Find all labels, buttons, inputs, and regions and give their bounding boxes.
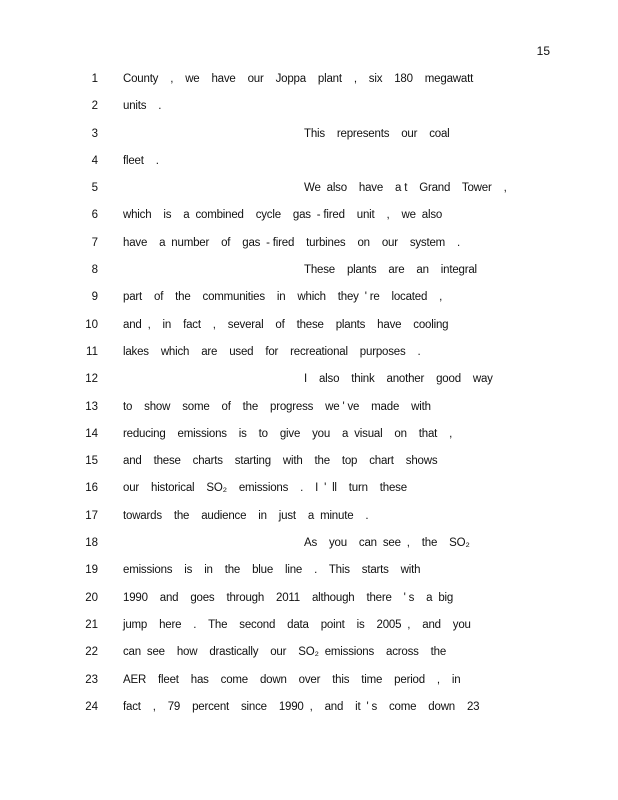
line-number: 22 bbox=[85, 646, 98, 659]
line-number: 18 bbox=[85, 537, 98, 550]
line-number: 9 bbox=[91, 291, 98, 304]
line-text: I also think another good way bbox=[304, 373, 493, 386]
transcript-line bbox=[0, 479, 618, 506]
line-text: and , in fact , several of these plants have cooling bbox=[123, 318, 449, 331]
line-number: 1 bbox=[91, 73, 98, 85]
transcript-line bbox=[0, 398, 618, 425]
transcript-line bbox=[0, 616, 618, 643]
transcript-line bbox=[0, 70, 618, 97]
line-text: fact , 79 percent since 1990 , and it ' s come down 23 bbox=[123, 700, 480, 713]
line-number: 15 bbox=[85, 455, 98, 468]
transcript-line bbox=[0, 698, 618, 725]
line-text: County , we have our Joppa plant , six 180 megawatt bbox=[123, 73, 474, 85]
line-number: 17 bbox=[85, 509, 98, 522]
line-number: 19 bbox=[85, 564, 98, 577]
line-number: 14 bbox=[85, 427, 98, 440]
transcript-line bbox=[0, 152, 618, 179]
line-number: 20 bbox=[85, 591, 98, 604]
transcript-line bbox=[0, 288, 618, 315]
line-text: This represents our coal bbox=[304, 127, 450, 140]
line-text: towards the audience in just a minute . bbox=[123, 509, 369, 522]
line-number: 16 bbox=[85, 482, 98, 495]
line-number: 2 bbox=[91, 100, 98, 113]
page-number: 15 bbox=[536, 44, 550, 58]
line-text: can see how drastically our SO₂ emissions across the bbox=[123, 646, 447, 659]
transcript-line bbox=[0, 643, 618, 670]
transcript-body bbox=[0, 70, 618, 725]
line-number: 13 bbox=[85, 400, 98, 413]
transcript-line bbox=[0, 671, 618, 698]
transcript-line bbox=[0, 261, 618, 288]
transcript-line bbox=[0, 125, 618, 152]
transcript-line bbox=[0, 507, 618, 534]
line-text: which is a combined cycle gas - fired unit , we also bbox=[123, 209, 443, 222]
line-text: lakes which are used for recreational purposes . bbox=[123, 345, 421, 358]
transcript-line bbox=[0, 425, 618, 452]
transcript-line bbox=[0, 452, 618, 479]
line-number: 23 bbox=[85, 673, 98, 686]
line-text: These plants are an integral bbox=[304, 264, 477, 277]
line-text: As you can see , the SO₂ bbox=[304, 537, 470, 550]
line-text: units . bbox=[123, 100, 162, 113]
transcript-line bbox=[0, 534, 618, 561]
line-text: 1990 and goes through 2011 although there ' s a big bbox=[123, 591, 454, 604]
line-text: to show some of the progress we ' ve made with bbox=[123, 400, 431, 413]
line-text: part of the communities in which they ' re located , bbox=[123, 291, 443, 304]
line-number: 4 bbox=[91, 154, 98, 167]
line-number: 6 bbox=[91, 209, 98, 222]
transcript-line bbox=[0, 97, 618, 124]
transcript-line bbox=[0, 179, 618, 206]
line-number: 8 bbox=[91, 264, 98, 277]
line-number: 3 bbox=[91, 127, 98, 140]
line-text: our historical SO₂ emissions . I ' ll turn these bbox=[123, 482, 407, 495]
line-text: AER fleet has come down over this time period , in bbox=[123, 673, 461, 686]
transcript-line bbox=[0, 206, 618, 233]
line-text: emissions is in the blue line . This starts with bbox=[123, 564, 421, 577]
line-text: and these charts starting with the top chart shows bbox=[123, 455, 438, 468]
line-number: 11 bbox=[86, 345, 98, 358]
transcript-line bbox=[0, 343, 618, 370]
line-text: have a number of gas - fired turbines on our system . bbox=[123, 236, 461, 249]
line-text: jump here . The second data point is 2005 , and you bbox=[123, 618, 471, 631]
line-number: 5 bbox=[91, 182, 98, 195]
transcript-line bbox=[0, 370, 618, 397]
line-number: 10 bbox=[85, 318, 98, 331]
transcript-line bbox=[0, 589, 618, 616]
line-text: fleet . bbox=[123, 154, 159, 167]
transcript-line bbox=[0, 234, 618, 261]
line-text: We also have a t Grand Tower , bbox=[304, 182, 507, 195]
transcript-line bbox=[0, 561, 618, 588]
line-number: 24 bbox=[85, 700, 98, 713]
line-number: 7 bbox=[91, 236, 98, 249]
transcript-line bbox=[0, 316, 618, 343]
line-number: 21 bbox=[85, 618, 98, 631]
line-text: reducing emissions is to give you a visual on that , bbox=[123, 427, 453, 440]
line-number: 12 bbox=[85, 373, 98, 386]
